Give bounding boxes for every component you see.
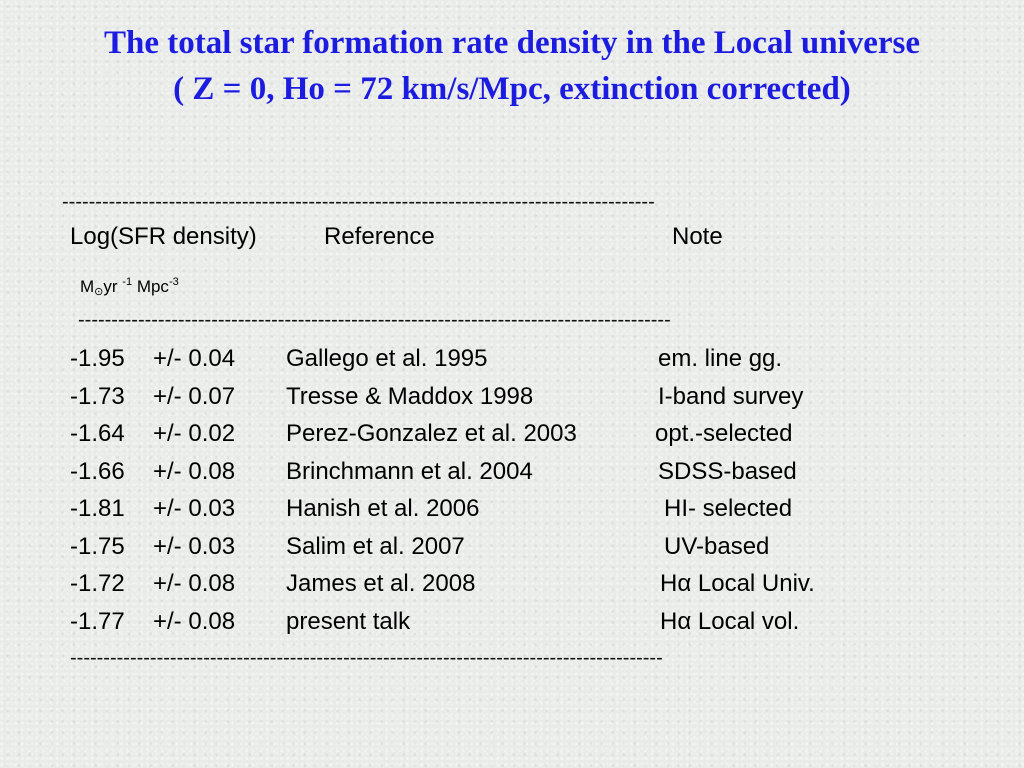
row-sfr-value: -1.81 (70, 495, 125, 522)
row-reference: present talk (286, 607, 411, 635)
row-note: SDSS-based (658, 457, 797, 485)
row-reference: Brinchmann et al. 2004 (286, 457, 533, 485)
row-reference: Perez-Gonzalez et al. 2003 (286, 420, 577, 447)
row-sfr-value: -1.64 (70, 420, 125, 447)
row-sfr-error: +/- 0.08 (153, 607, 236, 635)
units-mpc: Mpc (136, 277, 169, 296)
row-sfr-value: -1.75 (70, 532, 125, 560)
row-sfr-value: -1.77 (70, 607, 125, 635)
row-note: opt.-selected (655, 420, 793, 447)
slide-title (0, 20, 1024, 112)
row-note: Hα Local vol. (660, 607, 800, 635)
row-sfr-error: +/- 0.04 (153, 345, 236, 372)
separator-middle: ----------------------------------------------------------------------------------------- (78, 309, 671, 331)
row-sfr-value: -1.73 (70, 382, 125, 410)
row-sfr-value: -1.66 (70, 457, 125, 485)
separator-bottom: ----------------------------------------------------------------------------------------- (70, 647, 663, 669)
units-yr-exp: -1 (122, 276, 133, 288)
row-note: em. line gg. (658, 345, 783, 372)
row-note: UV-based (664, 532, 770, 560)
units-m: M (80, 277, 95, 296)
separator-top: ----------------------------------------------------------------------------------------- (62, 191, 655, 213)
row-sfr-value: -1.72 (70, 570, 125, 597)
row-sfr-error: +/- 0.03 (153, 532, 236, 560)
header-note: Note (672, 223, 723, 250)
row-sfr-error: +/- 0.08 (153, 570, 236, 597)
row-sfr-error: +/- 0.08 (153, 457, 236, 485)
row-sfr-error: +/- 0.02 (153, 420, 236, 447)
header-reference: Reference (324, 223, 435, 250)
row-reference: Salim et al. 2007 (286, 532, 465, 560)
row-sfr-error: +/- 0.03 (153, 495, 236, 522)
units-yr: yr (103, 277, 118, 296)
title-line-2: ( Z = 0, Ho = 72 km/s/Mpc, extinction corrected) (173, 71, 851, 107)
row-note: I-band survey (658, 382, 804, 410)
units-label (80, 270, 179, 304)
row-reference: Gallego et al. 1995 (286, 345, 488, 372)
row-reference: James et al. 2008 (286, 570, 476, 597)
header-sfr-density: Log(SFR density) (70, 223, 257, 250)
row-sfr-value: -1.95 (70, 345, 125, 372)
row-note: HI- selected (664, 495, 793, 522)
row-reference: Tresse & Maddox 1998 (286, 382, 534, 410)
row-note: Hα Local Univ. (660, 570, 815, 597)
title-line-1: The total star formation rate density in the Local universe (103, 25, 921, 61)
row-sfr-error: +/- 0.07 (153, 382, 236, 410)
units-mpc-exp: -3 (168, 276, 179, 288)
sun-symbol-icon: ⊙ (94, 286, 104, 298)
row-reference: Hanish et al. 2006 (286, 495, 480, 522)
